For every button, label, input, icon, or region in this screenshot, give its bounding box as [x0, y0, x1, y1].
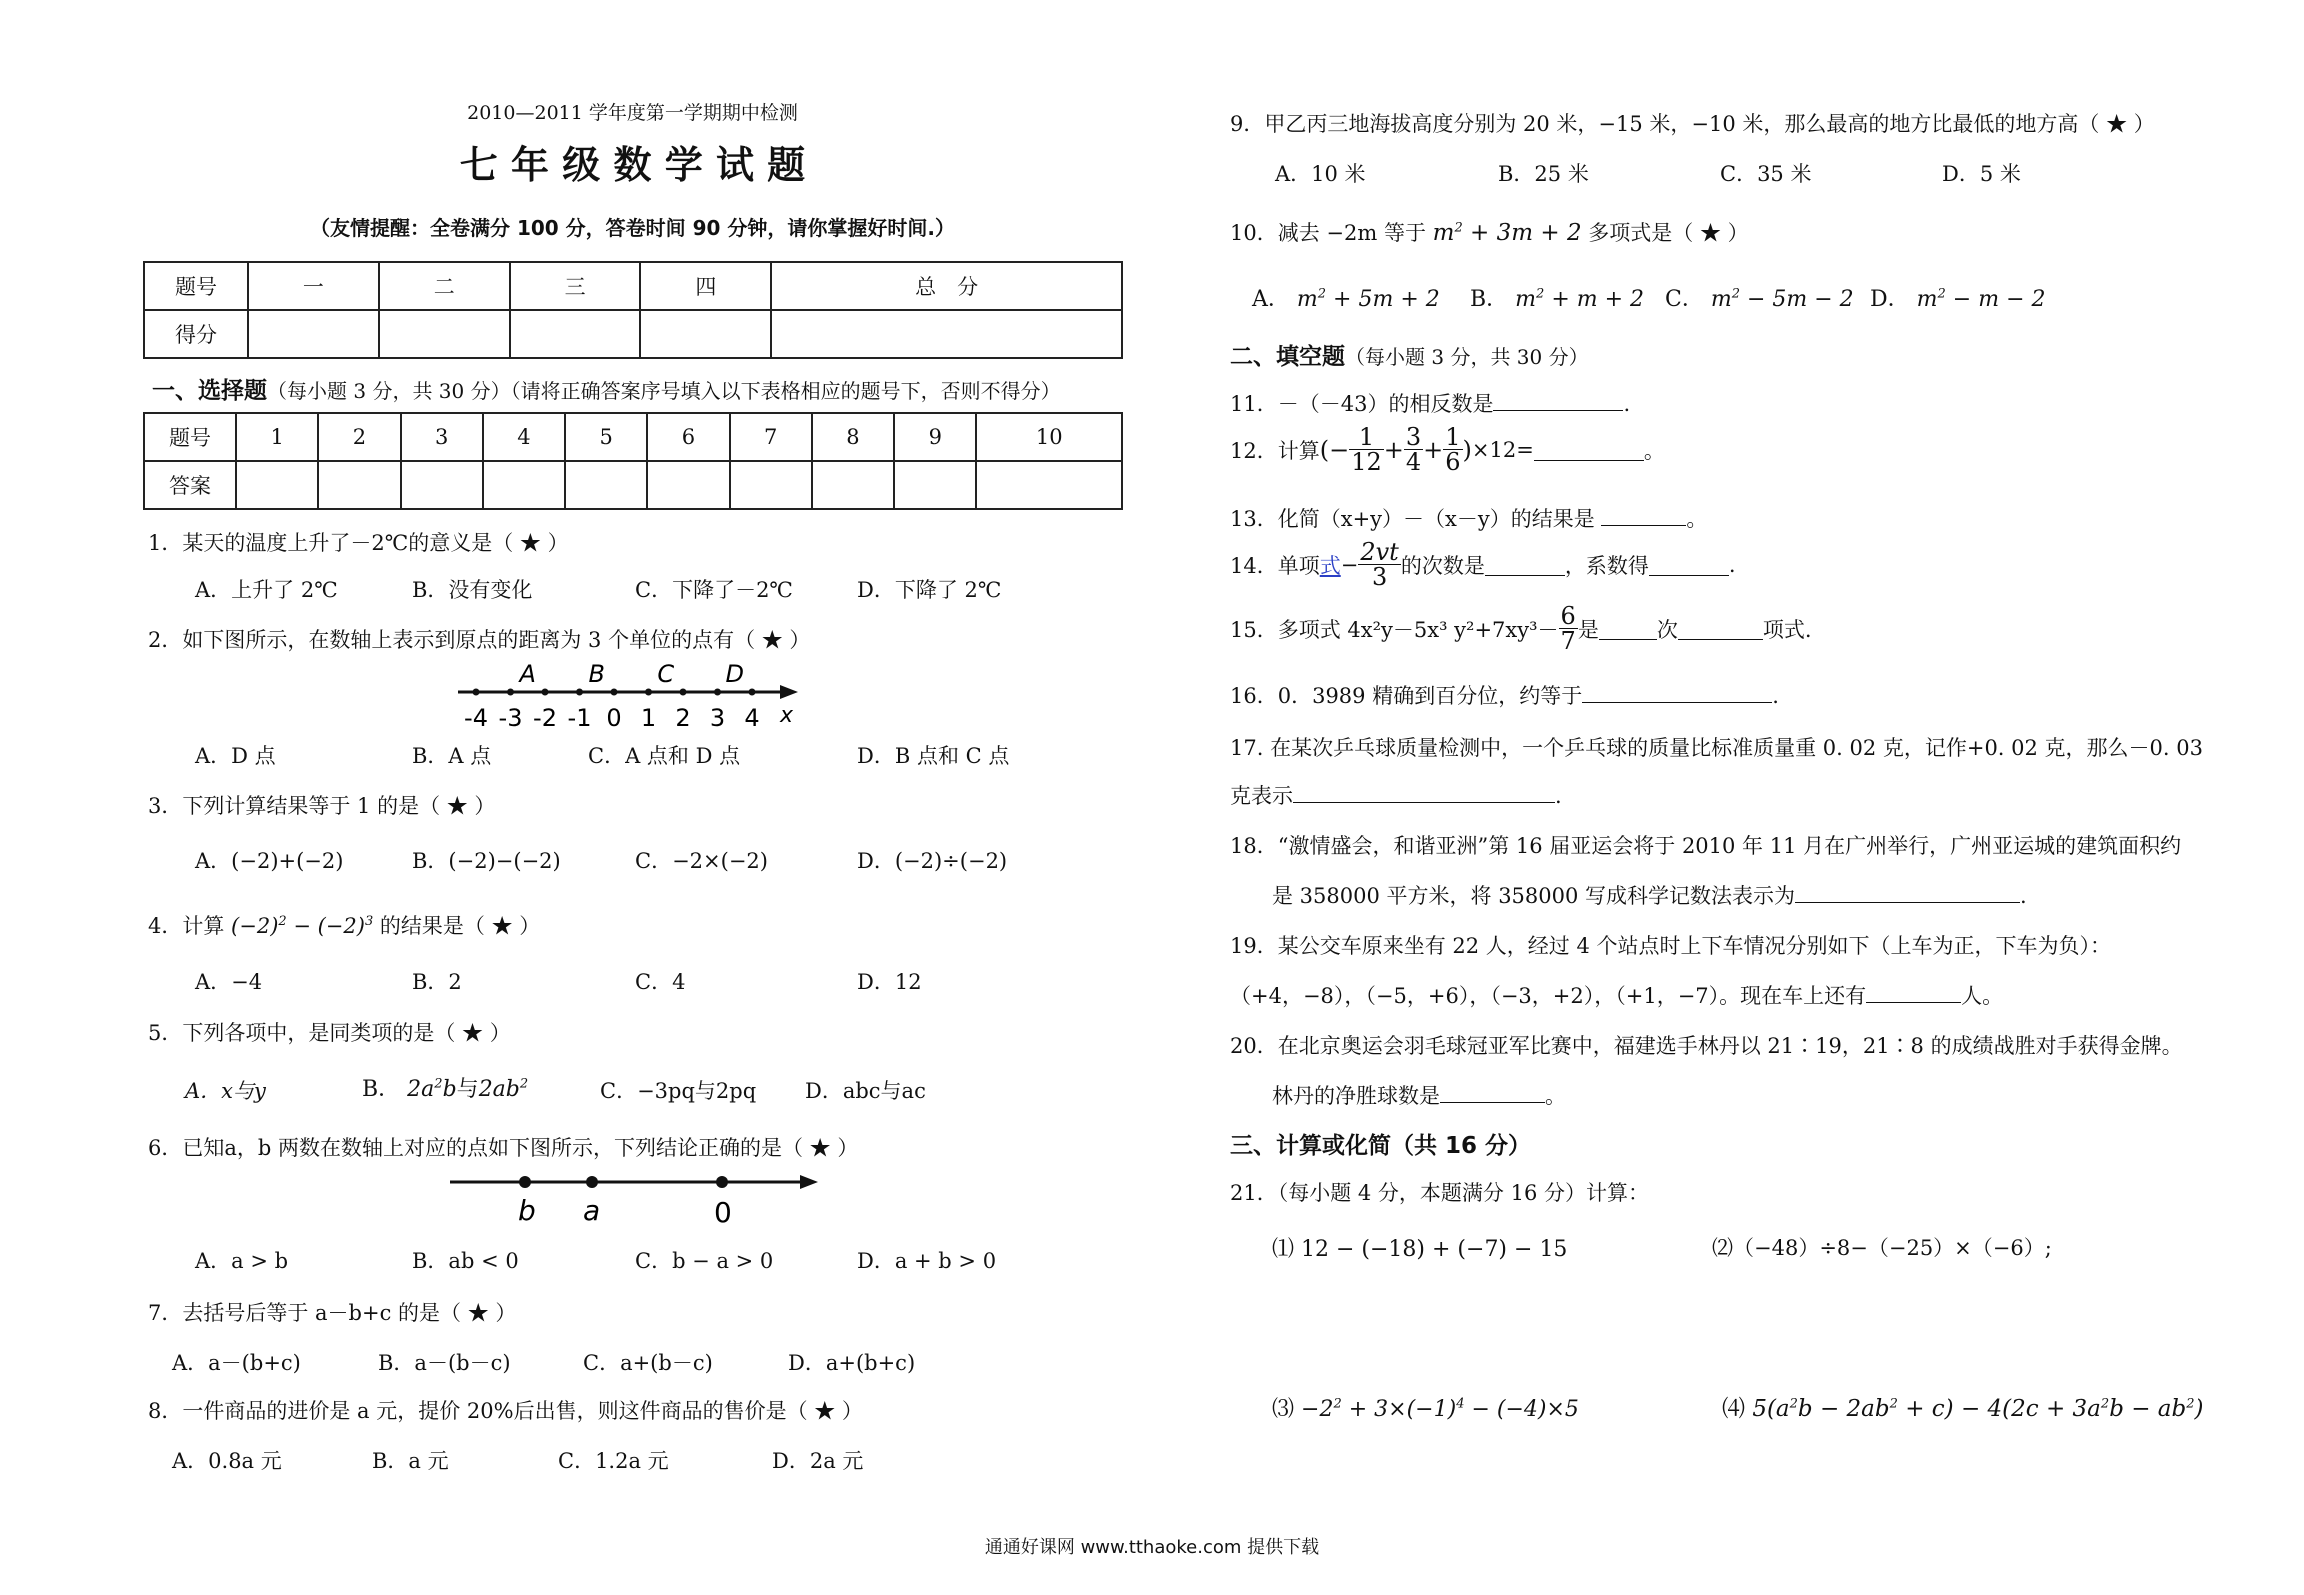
- answer-input-cell[interactable]: [976, 461, 1122, 509]
- q2-tick-label: -1: [567, 704, 592, 732]
- q12: 12．计算 (− $\frac{1}{12}$ + $\frac{3}{4}$ + $\frac{1}{6}$ ) ×12= 。: [1230, 423, 1665, 476]
- q14-blank-degree[interactable]: [1485, 554, 1565, 576]
- q2-tick-label: 0: [606, 704, 622, 732]
- score-input-cell[interactable]: [640, 310, 771, 358]
- score-input-cell[interactable]: [771, 310, 1122, 358]
- q10-option-a: A． $m^2 + 5m + 2$: [1252, 286, 1440, 312]
- q18-blank[interactable]: [1795, 881, 2020, 903]
- q17-line2: 克表示 .: [1230, 780, 1562, 810]
- q6-label-zero: 0: [714, 1196, 732, 1229]
- q19-line1: 19．某公交车原来坐有 22 人，经过 4 个站点时上下车情况分别如下（上车为正，下车为负）：: [1230, 934, 2112, 958]
- q21-part4: ⑷ $5(a^2b - 2ab^2 + c) - 4(2c + 3a^2b - ab^2)$: [1722, 1396, 2204, 1422]
- score-header-cell: 三: [510, 262, 641, 310]
- q2-tick-mark: [749, 689, 756, 696]
- page-footer: 通通好课网 www.tthaoke.com 提供下载: [984, 1537, 1320, 1558]
- answer-number-cell: 2: [318, 413, 400, 461]
- q1-stem: 1．某天的温度上升了－2℃的意义是（ ★ ）: [148, 531, 569, 555]
- answer-input-cell[interactable]: [318, 461, 400, 509]
- q14: 14．单项 式 − $\frac{2vt}{3}$ 的次数是 ，系数得 .: [1230, 538, 1736, 591]
- q16: 16．0．3989 精确到百分位，约等于 .: [1230, 680, 1779, 710]
- section2-note: （每小题 3 分，共 30 分）: [1345, 345, 1589, 369]
- q9-stem: 9．甲乙丙三地海拔高度分别为 20 米，−15 米，−10 米，那么最高的地方比最低的地方高（ ★ ）: [1230, 112, 2155, 136]
- q19-blank[interactable]: [1866, 981, 1961, 1003]
- q10-option-d: D． $m^2 - m - 2$: [1870, 286, 2046, 312]
- q11: 11．－（－43）的相反数是 .: [1230, 388, 1630, 418]
- q6-number-line: [450, 1170, 820, 1240]
- exam-title: 七 年 级 数 学 试 题: [459, 142, 806, 187]
- q18-line1: 18．“激情盛会，和谐亚洲”第 16 届亚运会将于 2010 年 11 月在广州举行，广州亚运城的建筑面积约: [1230, 834, 2182, 858]
- q12-blank[interactable]: [1534, 439, 1644, 461]
- answer-number-cell: 3: [401, 413, 483, 461]
- exam-reminder: （友情提醒：全卷满分 100 分，答卷时间 90 分钟，请你掌握好时间.）: [309, 216, 956, 240]
- q8-option-b: B．a 元: [372, 1449, 449, 1473]
- section1-heading: [152, 372, 1061, 405]
- q16-blank[interactable]: [1582, 681, 1772, 703]
- answer-number-cell: 4: [483, 413, 565, 461]
- q7-option-a: A．a－(b+c): [172, 1351, 301, 1375]
- answer-input-cell[interactable]: [483, 461, 565, 509]
- q2-tick-label: 2: [675, 704, 691, 732]
- q5-option-d: D．abc与ac: [805, 1079, 926, 1103]
- answer-table: [143, 412, 1123, 510]
- score-header-cell: 二: [379, 262, 510, 310]
- score-header-cell: 一: [248, 262, 379, 310]
- q2-tick-mark: [507, 689, 514, 696]
- q1-option-a: A．上升了 2℃: [195, 578, 338, 602]
- q13: 13．化简（x+y）－（x－y）的结果是 。: [1230, 503, 1707, 533]
- q4-stem: 4．计算 $(-2)^2 - (-2)^3$ 的结果是（ ★ ）: [148, 914, 541, 938]
- q4-option-c: C．4: [635, 970, 686, 994]
- q2-number-line: [458, 660, 798, 732]
- q1-option-c: C．下降了－2℃: [635, 578, 793, 602]
- q13-blank[interactable]: [1601, 504, 1686, 526]
- answer-number-cell: 5: [565, 413, 647, 461]
- q15: 15．多项式 4x²y－5x³ y²+7xy³－ $\frac{6}{7}$ 是 次 项式.: [1230, 602, 1812, 655]
- q2-point-label: D: [725, 660, 744, 688]
- q4-option-d: D．12: [857, 970, 922, 994]
- q21-part3: ⑶ $-2^2 + 3\times(-1)^4 - (-4)\times 5$: [1272, 1396, 1579, 1422]
- q17-line1: 17. 在某次乒乓球质量检测中，一个乒乓球的质量比标准质量重 0. 02 克，记作+0. 02 克，那么－0. 03: [1230, 736, 2203, 760]
- q2-tick-mark: [473, 689, 480, 696]
- q7-option-b: B．a－(b－c): [378, 1351, 511, 1375]
- q9-option-c: C．35 米: [1720, 162, 1812, 186]
- q5-stem: 5．下列各项中，是同类项的是（ ★ ）: [148, 1021, 511, 1045]
- q2-option-a: A．D 点: [195, 744, 276, 768]
- score-input-cell[interactable]: [510, 310, 641, 358]
- q17-blank[interactable]: [1293, 781, 1555, 803]
- q1-option-b: B．没有变化: [412, 578, 533, 602]
- answer-number-cell: 8: [812, 413, 894, 461]
- q2-stem: 2．如下图所示，在数轴上表示到原点的距离为 3 个单位的点有（ ★ ）: [148, 628, 811, 652]
- q2-axis-variable: x: [780, 703, 794, 728]
- answer-input-cell[interactable]: [236, 461, 318, 509]
- q6-option-c: C．b − a > 0: [635, 1249, 774, 1273]
- q18-line2: 是 358000 平方米，将 358000 写成科学记数法表示为 .: [1272, 880, 2027, 910]
- q5-option-c: C．−3pq与2pq: [600, 1079, 757, 1103]
- answer-row-label: 答案: [144, 461, 236, 509]
- q14-blank-coefficient[interactable]: [1649, 554, 1729, 576]
- score-header-cell: 四: [640, 262, 771, 310]
- score-input-cell[interactable]: [248, 310, 379, 358]
- q2-tick-mark: [645, 689, 652, 696]
- q2-tick-label: -4: [464, 704, 488, 732]
- answer-number-cell: 10: [976, 413, 1122, 461]
- q8-option-d: D．2a 元: [772, 1449, 864, 1473]
- q3-option-b: B．(−2)−(−2): [412, 849, 561, 873]
- q10-option-c: C． $m^2 - 5m - 2$: [1665, 286, 1854, 312]
- score-header-cell: 总 分: [771, 262, 1122, 310]
- section3-title: 三、计算或化简（共 16 分）: [1230, 1133, 1532, 1159]
- q2-tick-label: -3: [498, 704, 523, 732]
- answer-input-cell[interactable]: [401, 461, 483, 509]
- q5-option-b: B． $2a^2b$与$2ab^2$: [362, 1076, 529, 1102]
- q7-stem: 7．去括号后等于 a－b+c 的是（ ★ ）: [148, 1301, 517, 1325]
- q6-stem: 6．已知a，b 两数在数轴上对应的点如下图所示，下列结论正确的是（ ★ ）: [148, 1136, 859, 1160]
- q6-label-b: b: [518, 1194, 536, 1227]
- q2-point-label: A: [519, 660, 536, 688]
- q2-tick-mark: [542, 689, 549, 696]
- answer-number-cell: 7: [730, 413, 812, 461]
- q2-option-b: B．A 点: [412, 744, 492, 768]
- q2-tick-label: 3: [709, 704, 726, 732]
- section1-note: （每小题 3 分，共 30 分）（请将正确答案序号填入以下表格相应的题号下，否则不得分）: [267, 379, 1061, 403]
- q8-option-c: C．1.2a 元: [558, 1449, 669, 1473]
- q10-option-b: B． $m^2 + m + 2$: [1470, 286, 1645, 312]
- q2-tick-label: -2: [533, 704, 557, 732]
- q9-option-b: B．25 米: [1498, 162, 1589, 186]
- q8-option-a: A．0.8a 元: [172, 1449, 282, 1473]
- q9-option-a: A．10 米: [1275, 162, 1366, 186]
- answer-number-cell: 1: [236, 413, 318, 461]
- q14-link[interactable]: 式: [1319, 553, 1341, 578]
- q6-option-b: B．ab < 0: [412, 1249, 519, 1273]
- q2-tick-mark: [576, 689, 583, 696]
- q2-tick-mark: [611, 689, 618, 696]
- answer-number-cell: 9: [894, 413, 976, 461]
- section2-heading: [1230, 338, 1589, 371]
- q19-line2: （+4，−8），（−5，+6），（−3，+2），（+1，−7）。现在车上还有 人。: [1230, 980, 2003, 1010]
- q3-option-c: C．−2×(−2): [635, 849, 768, 873]
- q7-option-d: D．a+(b+c): [788, 1351, 916, 1375]
- q2-option-d: D．B 点和 C 点: [857, 744, 1010, 768]
- score-row-label: 得分: [144, 310, 248, 358]
- q3-option-d: D．(−2)÷(−2): [857, 849, 1008, 873]
- answer-input-cell[interactable]: [730, 461, 812, 509]
- q21-part2: ⑵（−48）÷8−（−25）×（−6）;: [1712, 1236, 2052, 1260]
- q6-label-a: a: [583, 1194, 601, 1227]
- q15-blank-terms[interactable]: [1678, 618, 1763, 640]
- q4-option-b: B．2: [412, 970, 462, 994]
- q6-option-a: A．a > b: [195, 1249, 289, 1273]
- score-table: [143, 261, 1123, 359]
- answer-input-cell[interactable]: [565, 461, 647, 509]
- q3-stem: 3．下列计算结果等于 1 的是（ ★ ）: [148, 794, 496, 818]
- q21-part1: ⑴ 12 − (−18) + (−7) − 15: [1272, 1237, 1568, 1262]
- q5-option-a: A．x与y: [185, 1079, 266, 1103]
- answer-input-cell[interactable]: [647, 461, 729, 509]
- q20-line2: 林丹的净胜球数是 。: [1272, 1080, 1566, 1110]
- q21-stem: 21．（每小题 4 分，本题满分 16 分）计算：: [1230, 1181, 1650, 1205]
- score-input-cell[interactable]: [379, 310, 510, 358]
- q20-line1: 20．在北京奥运会羽毛球冠亚军比赛中，福建选手林丹以 21∶19，21∶8 的成绩战胜对手获得金牌。: [1230, 1034, 2183, 1058]
- section1-title: 一、选择题: [152, 378, 267, 404]
- q10-stem: 10．减去 −2m 等于 $m^2 + 3m + 2$ 多项式是（ ★ ）: [1230, 220, 1749, 246]
- q3-option-a: A．(−2)+(−2): [195, 849, 344, 873]
- q4-option-a: A．−4: [195, 970, 263, 994]
- q6-option-d: D．a + b > 0: [857, 1249, 997, 1273]
- q15-blank-degree[interactable]: [1599, 618, 1657, 640]
- answer-input-cell[interactable]: [812, 461, 894, 509]
- answer-number-cell: 6: [647, 413, 729, 461]
- score-header-cell: 题号: [144, 262, 248, 310]
- q20-blank[interactable]: [1440, 1081, 1545, 1103]
- q2-point-label: B: [588, 660, 605, 688]
- q2-option-c: C．A 点和 D 点: [588, 744, 741, 768]
- q1-option-d: D．下降了 2℃: [857, 578, 1002, 602]
- exam-subtitle: 2010—2011 学年度第一学期期中检测: [467, 102, 798, 124]
- answer-input-cell[interactable]: [894, 461, 976, 509]
- q2-point-label: C: [657, 660, 675, 688]
- q2-tick-mark: [680, 689, 687, 696]
- q7-option-c: C．a+(b－c): [583, 1351, 713, 1375]
- q2-tick-mark: [714, 689, 721, 696]
- q11-blank[interactable]: [1493, 389, 1623, 411]
- answer-header-label: 题号: [144, 413, 236, 461]
- q2-tick-label: 4: [744, 704, 760, 732]
- q9-option-d: D．5 米: [1942, 162, 2021, 186]
- q2-tick-label: 1: [640, 704, 657, 732]
- section2-title: 二、填空题: [1230, 344, 1345, 370]
- q8-stem: 8．一件商品的进价是 a 元，提价 20%后出售，则这件商品的售价是（ ★ ）: [148, 1399, 863, 1423]
